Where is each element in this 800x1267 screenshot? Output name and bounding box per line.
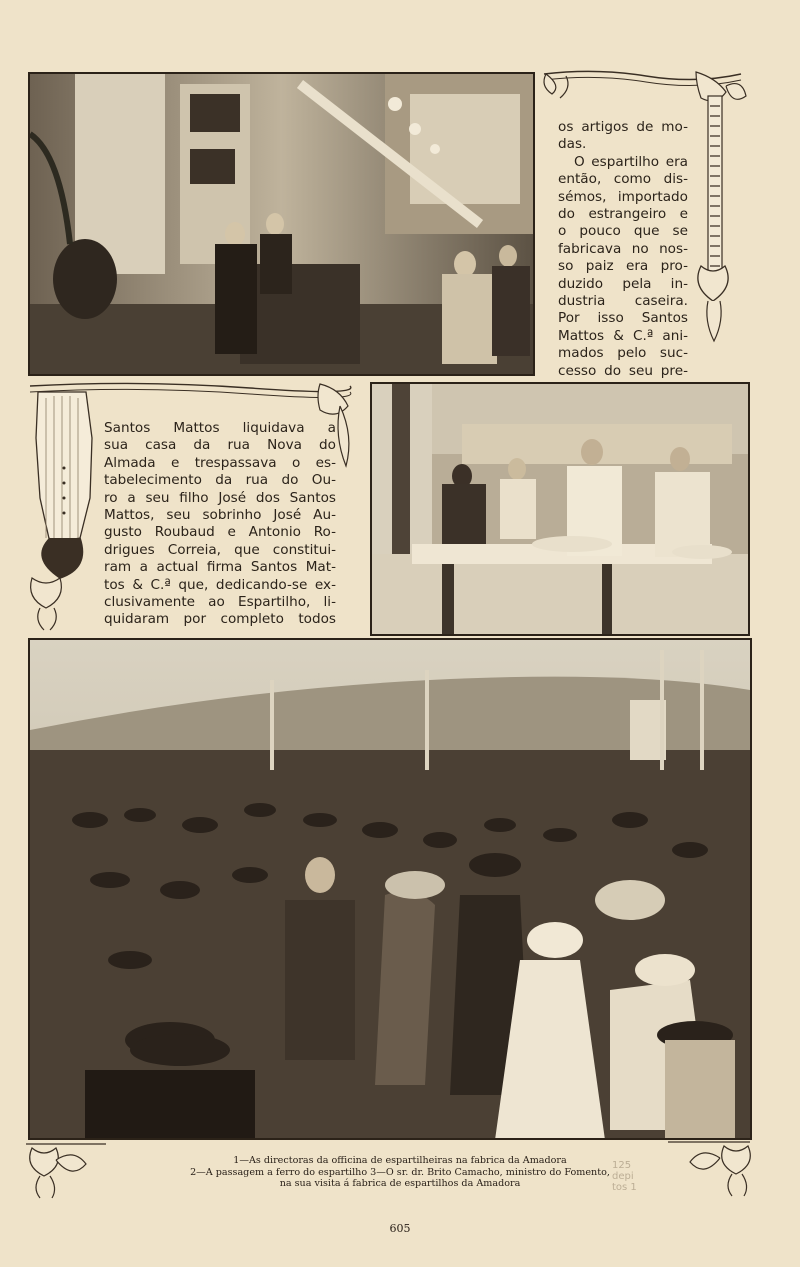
- text-line: cesso do seu pre-: [558, 362, 688, 379]
- page-number: 605: [389, 1222, 411, 1235]
- text-line: então, como dis-: [558, 171, 688, 188]
- text-line: ro a seu filho José dos Santos: [104, 489, 336, 506]
- photo-minister-visit-crowd: [28, 638, 752, 1140]
- text-line: duzido pela in-: [558, 275, 688, 292]
- stamp-line: tos 1: [612, 1182, 637, 1193]
- text-line: Santos Mattos liquidava a: [104, 420, 336, 436]
- text-line: tos & C.ª que, dedicando-se ex-: [104, 576, 336, 593]
- text-line: Almada e trespassava o es-: [104, 454, 336, 471]
- photo-captions: [110, 1155, 690, 1190]
- text-line: ram a actual firma Santos Mat-: [104, 559, 336, 576]
- text-line: das.: [558, 136, 587, 153]
- text-line: os artigos de mo-: [558, 119, 688, 135]
- text-line: O espartilho era: [574, 153, 688, 170]
- bottom-left-bow-ornament: [22, 1140, 110, 1200]
- text-line: do estrangeiro e: [558, 206, 688, 223]
- text-line: mados pelo suc-: [558, 345, 688, 362]
- bow-icon: [22, 1140, 110, 1200]
- photo-ironing-corsets: [370, 382, 750, 636]
- text-line: sua casa da rua Nova do: [104, 437, 336, 454]
- photo-minister-visit-crowd-image: [30, 640, 750, 1138]
- stamp-line: 125: [612, 1160, 632, 1171]
- article-text-column-right: [558, 119, 688, 380]
- text-line: Mattos, seu sobrinho José Au-: [104, 507, 336, 524]
- text-line: o pouco que se: [558, 223, 688, 240]
- photo-workshop-directors: [28, 72, 535, 376]
- text-line: Mattos & C.ª ani-: [558, 327, 688, 344]
- caption-line-1: 1—As directoras da officina de espartilheiras na fabrica da Amadora: [233, 1155, 567, 1166]
- photo-ironing-corsets-image: [372, 384, 748, 634]
- article-text-column-left: [104, 420, 336, 629]
- text-line: tabelecimento da rua do Ou-: [104, 472, 336, 489]
- text-line: Por isso Santos: [558, 310, 688, 327]
- caption-line-2: 2—A passagem a ferro do espartilho 3—O sr. dr. Brito Camacho, ministro do Fomento,: [190, 1166, 610, 1178]
- text-line: so paiz era pro-: [558, 258, 688, 275]
- text-line: quidaram por completo todos: [104, 611, 336, 628]
- photo-workshop-directors-image: [30, 74, 533, 374]
- caption-line-3: na sua visita á fabrica de espartilhos da Amadora: [279, 1178, 521, 1189]
- text-line: drigues Correia, que constitui-: [104, 541, 336, 558]
- stamp-line: depi: [612, 1171, 634, 1182]
- text-line: clusivamente ao Espartilho, li-: [104, 594, 336, 611]
- text-line: gusto Roubaud e Antonio Ro-: [104, 524, 336, 541]
- text-line: dustria caseira.: [558, 293, 688, 310]
- text-line: sémos, importado: [558, 188, 688, 205]
- text-line: fabricava no nos-: [558, 240, 688, 257]
